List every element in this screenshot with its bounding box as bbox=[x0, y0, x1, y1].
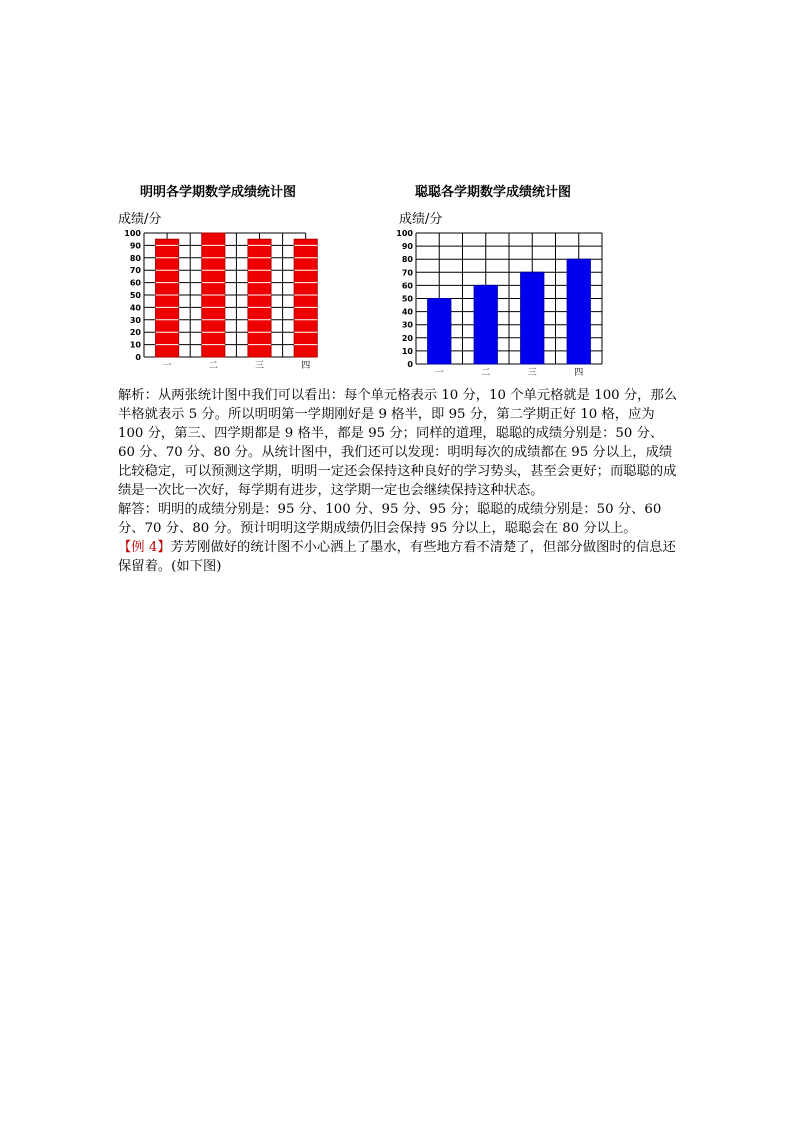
solution-text bbox=[118, 386, 678, 576]
y-tick-label: 70 bbox=[129, 266, 141, 276]
bar-chart-congcong bbox=[396, 228, 594, 383]
y-tick-label: 50 bbox=[129, 291, 141, 300]
example-tag: 【例 4】 bbox=[118, 540, 171, 555]
y-tick-label: 10 bbox=[129, 340, 141, 350]
x-tick-label: 一 bbox=[434, 368, 444, 378]
analysis-paragraph: 解析：从两张统计图中我们可以看出：每个单元格表示 10 分，10 个单元格就是 100 分，那么半格就表示 5 分。所以明明第一学期刚好是 9 格半，即 95 分，第二学期正好 10 格，应为 100 分，第三、四学期都是 9 格半，都是 95 分；同样的道理，聪聪的成绩分别是：50 分、60 分、70 分、80 分。从统计图中，我们还可以发现：明明每次的成绩都在 95 分以上，成绩比较稳定，可以预测这学期，明明一定还会保持这种良好的学习势头，甚至会更好；而聪聪的成绩是一次比一次好，每学期有进步，这学期一定也会继续保持这种状态。 bbox=[118, 388, 678, 498]
y-tick-label: 30 bbox=[401, 320, 413, 330]
example-paragraph bbox=[118, 538, 678, 576]
y-tick-label: 20 bbox=[401, 333, 413, 343]
bar bbox=[156, 239, 179, 357]
bar bbox=[521, 272, 544, 364]
answer-paragraph: 解答：明明的成绩分别是：95 分、100 分、95 分、95 分；聪聪的成绩分别是：50 分、60 分、70 分、80 分。预计明明这学期成绩仍旧会保持 95 分以上，聪聪会在 80 分以上。 bbox=[118, 502, 662, 536]
x-tick-label: 四 bbox=[574, 368, 584, 378]
y-tick-label: 100 bbox=[396, 229, 413, 238]
y-tick-label: 0 bbox=[135, 353, 141, 362]
y-tick-label: 80 bbox=[401, 255, 413, 265]
x-tick-label: 二 bbox=[481, 368, 491, 378]
y-tick-label: 60 bbox=[129, 278, 141, 288]
y-tick-label: 0 bbox=[407, 360, 413, 369]
x-tick-label: 二 bbox=[208, 361, 218, 371]
y-tick-label: 30 bbox=[129, 315, 141, 325]
bar bbox=[428, 299, 451, 365]
y-tick-label: 60 bbox=[401, 281, 413, 291]
bar bbox=[567, 259, 590, 364]
y-tick-label: 90 bbox=[129, 241, 141, 251]
y-tick-label: 10 bbox=[401, 346, 413, 356]
y-tick-label: 100 bbox=[124, 229, 141, 238]
y-tick-label: 90 bbox=[401, 242, 413, 252]
y-tick-label: 20 bbox=[129, 328, 141, 338]
x-tick-label: 四 bbox=[301, 361, 311, 371]
chart-title-mingming: 明明各学期数学成绩统计图 bbox=[140, 185, 297, 200]
x-tick-label: 三 bbox=[254, 361, 265, 371]
x-tick-label: 一 bbox=[162, 361, 172, 371]
bar bbox=[474, 285, 497, 364]
chart-title-congcong: 聪聪各学期数学成绩统计图 bbox=[415, 185, 572, 200]
bar bbox=[248, 239, 271, 357]
x-tick-label: 三 bbox=[527, 368, 537, 378]
example-text: 芳芳刚做好的统计图不小心洒上了墨水，有些地方看不清楚了，但部分做图时的信息还保留着。(如下图) bbox=[118, 540, 676, 574]
y-unit-label-mingming: 成绩/分 bbox=[118, 212, 162, 227]
y-tick-label: 40 bbox=[401, 307, 413, 317]
y-unit-label-congcong: 成绩/分 bbox=[399, 212, 443, 227]
y-tick-label: 50 bbox=[401, 294, 413, 304]
y-tick-label: 40 bbox=[129, 303, 141, 313]
y-tick-label: 70 bbox=[401, 268, 413, 278]
y-tick-label: 80 bbox=[129, 253, 141, 263]
bar-chart-mingming bbox=[116, 228, 326, 378]
bar bbox=[294, 239, 317, 357]
